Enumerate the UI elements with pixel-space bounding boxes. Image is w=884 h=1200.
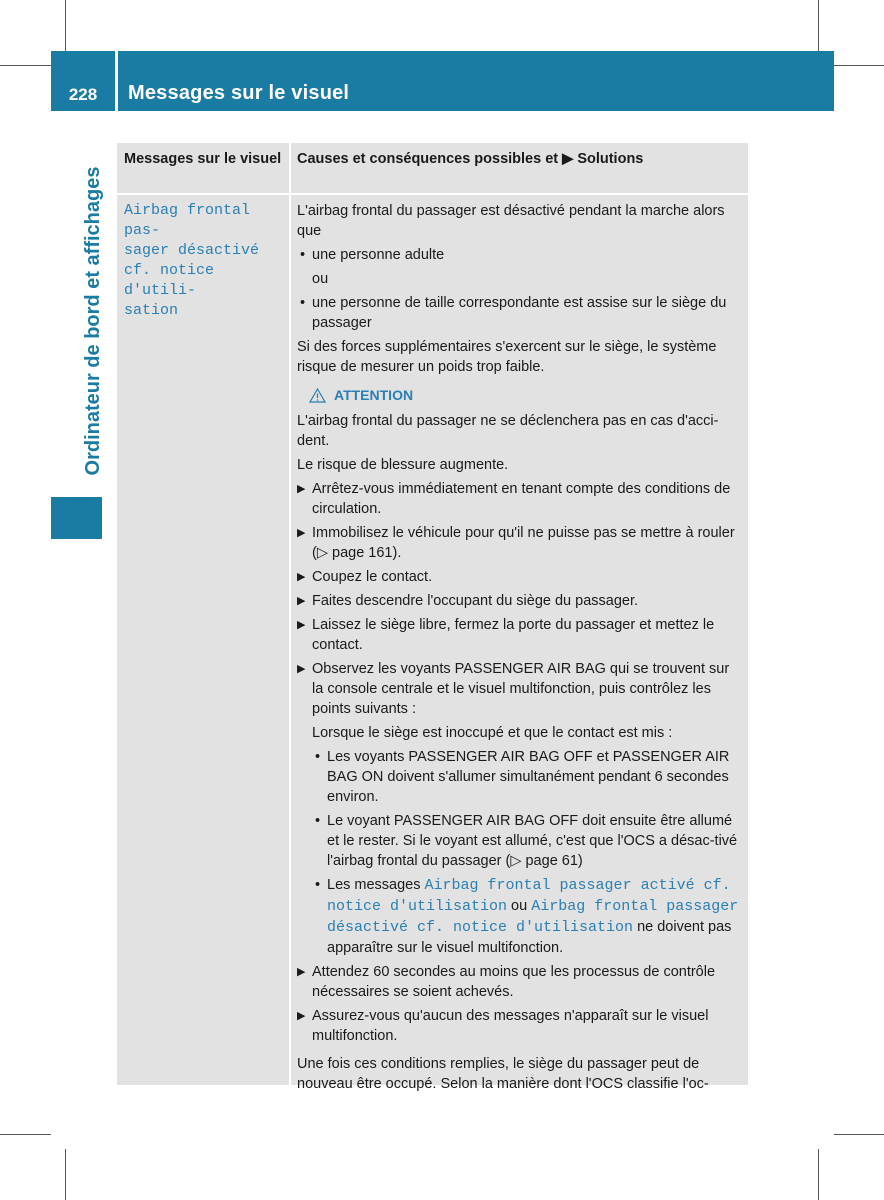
column-header-messages: Messages sur le visuel	[124, 151, 282, 167]
action-step: ▶ Coupez le contact.	[297, 567, 743, 587]
causes-solutions	[297, 201, 743, 1098]
sub-text: ne doivent pas apparaître sur le visuel multifonction.	[327, 919, 732, 956]
table-column-divider	[289, 143, 291, 1085]
list-item: • une personne adulte	[297, 245, 743, 265]
action-note: Lorsque le siège est inoccupé et que le contact est mis :	[312, 725, 673, 741]
crop-mark	[65, 1149, 66, 1200]
crop-mark	[818, 1149, 819, 1200]
crop-mark	[834, 1134, 884, 1135]
warning-label: ATTENTION	[334, 387, 414, 403]
intro-text: L'airbag frontal du passager est désactivé pendant la marche alors que	[297, 203, 725, 239]
column-header-causes: Causes et conséquences possibles et ▶ Solutions	[297, 151, 644, 167]
warning-heading	[309, 385, 743, 405]
or-text: ou	[312, 271, 329, 287]
closing-text: Une fois ces conditions remplies, le siège du passager peut de nouveau être occupé. Selon la manière dont l'OCS classifie l'oc-	[297, 1056, 709, 1092]
sub-list-item: • Le voyant PASSENGER AIR BAG OFF doit ensuite être allumé et le rester. Si le voyant est allumé, c'est que l'OCS a désac-tivé l'airbag frontal du passager (▷ page 61)	[297, 811, 743, 871]
sub-list-item	[297, 875, 743, 958]
crop-mark	[818, 0, 819, 51]
crop-mark	[0, 65, 51, 66]
crop-mark	[0, 1134, 51, 1135]
crop-mark	[65, 0, 66, 51]
crop-mark	[834, 65, 884, 66]
action-step: ▶ Observez les voyants PASSENGER AIR BAG qui se trouvent sur la console centrale et le visuel multifonction, puis contrôlez les points suivants :	[297, 659, 743, 719]
forces-text: Si des forces supplémentaires s'exercent sur le siège, le système risque de mesurer un poids trop faible.	[297, 339, 717, 375]
list-item: • une personne de taille correspondante est assise sur le siège du passager	[297, 293, 743, 333]
action-step: ▶ Arrêtez-vous immédiatement en tenant compte des conditions de circulation.	[297, 479, 743, 519]
page-number: 228	[68, 85, 98, 104]
chapter-label: Ordinateur de bord et affichages	[82, 166, 104, 476]
page-title: Messages sur le visuel	[128, 82, 350, 104]
warning-triangle-icon	[309, 388, 326, 403]
action-step: ▶ Laissez le siège libre, fermez la porte du passager et mettez le contact.	[297, 615, 743, 655]
action-step: ▶ Faites descendre l'occupant du siège du passager.	[297, 591, 743, 611]
action-step: ▶ Immobilisez le véhicule pour qu'il ne puisse pas se mettre à rouler (▷ page 161).	[297, 523, 743, 563]
sub-text: ou	[507, 898, 532, 914]
chapter-tab	[51, 497, 102, 539]
inline-message: Airbag frontal passager activé cf. notice d'utilisation	[327, 877, 731, 915]
action-step: ▶ Attendez 60 secondes au moins que les processus de contrôle nécessaires se soient achevés.	[297, 962, 743, 1002]
inline-message: Airbag frontal passager désactivé cf. notice d'utilisation	[327, 898, 739, 936]
sub-text: Les messages	[327, 877, 425, 893]
sub-list-item: • Les voyants PASSENGER AIR BAG OFF et PASSENGER AIR BAG ON doivent s'allumer simultanément pendant 6 secondes environ.	[297, 747, 743, 807]
display-message: Airbag frontal pas- sager désactivé cf. notice d'utili- sation	[124, 202, 260, 319]
warning-text: L'airbag frontal du passager ne se déclenchera pas en cas d'acci-dent.	[297, 413, 719, 449]
action-step: ▶ Assurez-vous qu'aucun des messages n'apparaît sur le visuel multifonction.	[297, 1006, 743, 1046]
table-header-divider	[117, 193, 748, 195]
risk-text: Le risque de blessure augmente.	[297, 457, 509, 473]
